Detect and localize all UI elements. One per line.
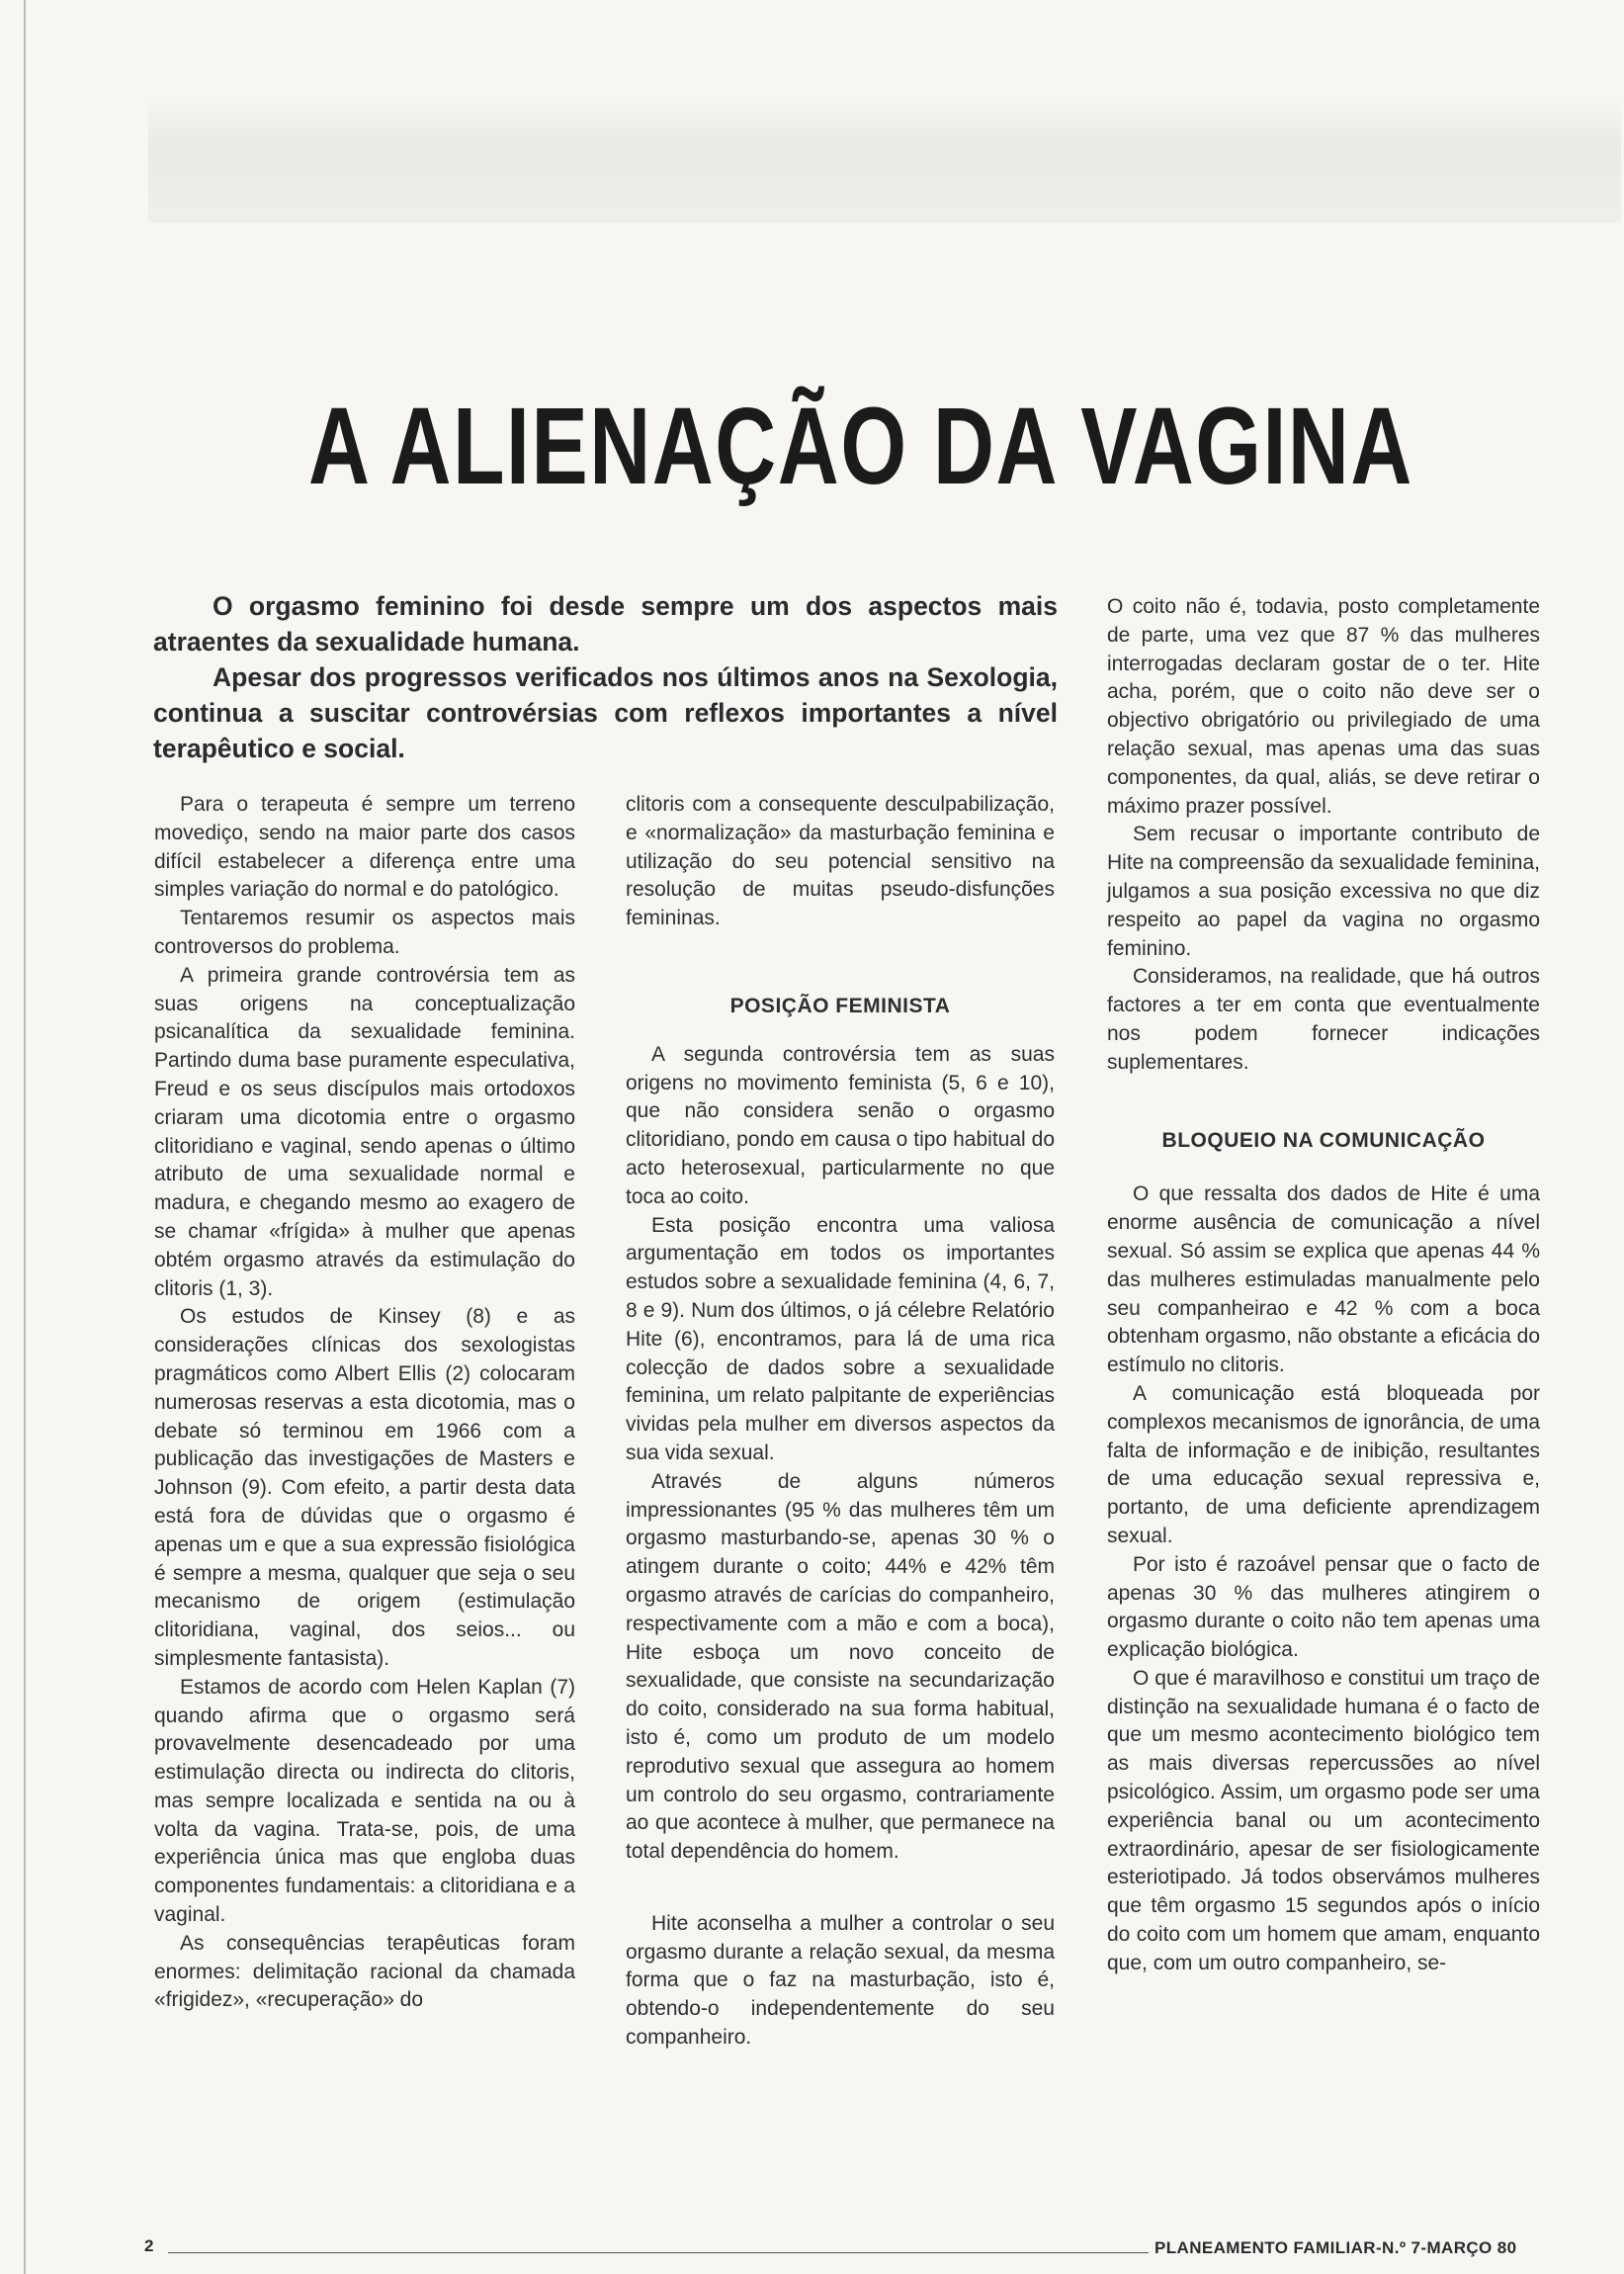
section-heading: BLOQUEIO NA COMUNICAÇÃO xyxy=(1161,1128,1486,1152)
body-paragraph: As consequências terapêuticas foram enormes: delimitação racional da chamada «frigidez», «recuperação» do xyxy=(154,1931,575,2012)
body-paragraph: Hite aconselha a mulher a controlar o seu orgasmo durante a relação sexual, da mesma forma que o faz na masturbação, isto é, obtendo-o independentemente do seu companheiro. xyxy=(626,1911,1055,2050)
page-edge xyxy=(24,0,26,2274)
body-paragraph: Consideramos, na realidade, que há outros factores a ter em conta que eventualmente nos podem fornecer indicações suplementares. xyxy=(1107,965,1540,1074)
page-number: 2 xyxy=(144,2236,154,2255)
article-title: A ALIENAÇÃO DA VAGINA xyxy=(308,385,1413,507)
footer-rule xyxy=(168,2252,1156,2253)
body-paragraph: O coito não é, todavia, posto completamente de parte, uma vez que 87 % das mulheres interrogadas declaram gostar de o ter. Hite acha, porém, que o coito não deve ser o objectivo obrigatório ou privilegiado de uma relação sexual, mas apenas uma das suas componentes, da qual, aliás, se deve retirar o máximo prazer possível. xyxy=(1107,595,1540,818)
body-paragraph: Estamos de acordo com Helen Kaplan (7) quando afirma que o orgasmo será provavelmente desencadeado por uma estimulação directa ou indirecta do clitoris, mas sempre localizada e sentida na ou à volta da vagina. Trata-se, pois, de uma experiência única mas que engloba duas componentes fundamentais: a clitoridiana e a vaginal. xyxy=(154,1675,575,1927)
bleed-through-shadow xyxy=(148,94,1621,222)
spacer xyxy=(626,1867,1055,1910)
body-paragraph: Tentaremos resumir os aspectos mais controversos do problema. xyxy=(154,907,575,958)
body-paragraph: A segunda controvérsia tem as suas origens no movimento feminista (5, 6 e 10), que não considera senão o orgasmo clitoridiano, pondo em causa o tipo habitual do acto heterosexual, particularmente no que toca ao coito. xyxy=(626,1042,1055,1208)
body-paragraph: O que ressalta dos dados de Hite é uma enorme ausência de comunicação a nível sexual. Só assim se explica que apenas 44 % das mulheres estimuladas manualmente pelo seu companheirao e 42 % com a boca obtenham orgasmo, não obstante a eficácia do estímulo no clitoris. xyxy=(1107,1182,1540,1377)
article-lead xyxy=(153,588,1058,766)
section-heading: POSIÇÃO FEMINISTA xyxy=(729,994,951,1017)
body-paragraph: Os estudos de Kinsey (8) e as considerações clínicas dos sexologistas pragmáticos como Albert Ellis (2) colocaram numerosas reservas a esta dicotomia, mas o debate só terminou em 1966 com a publicação das investigações de Masters e Johnson (9). Com efeito, a partir desta data está fora de dúvidas que o orgasmo é apenas um e que a sua expressão fisiológica é sempre a mesma, qualquer que seja o seu mecanismo de origem (estimulação clitoridiana, vaginal, dos seios... ou simplesmente fantasista). xyxy=(154,1305,575,1670)
body-paragraph: Para o terapeuta é sempre um terreno movediço, sendo na maior parte dos casos difícil estabelecer a diferença entre uma simples variação do normal e do patológico. xyxy=(154,793,575,902)
lead-paragraph: Apesar dos progressos verificados nos últimos anos na Sexologia, continua a suscitar controvérsias com reflexos importantes a nível terapêutico e social. xyxy=(153,662,1058,763)
body-paragraph: Por isto é razoável pensar que o facto de apenas 30 % das mulheres atingirem o orgasmo durante o coito não tem apenas uma explicação biológica. xyxy=(1107,1552,1540,1662)
lead-paragraph: O orgasmo feminino foi desde sempre um dos aspectos mais atraentes da sexualidade humana. xyxy=(153,591,1058,656)
body-paragraph: A comunicação está bloqueada por complexos mecanismos de ignorância, de uma falta de informação e de inibição, resultantes de uma educação sexual repressiva e, portanto, de uma deficiente aprendizagem sexual. xyxy=(1107,1381,1540,1547)
body-paragraph: Esta posição encontra uma valiosa argumentação em todos os importantes estudos sobre a sexualidade feminina (4, 6, 7, 8 e 9). Num dos últimos, o já célebre Relatório Hite (6), encontramos, para lá de uma rica colecção de dados sobre a sexualidade feminina, um relato palpitante de experiências vividas pela mulher em diversos aspectos da sua vida sexual. xyxy=(626,1213,1055,1464)
text-column-1 xyxy=(154,791,575,2015)
body-paragraph: Sem recusar o importante contributo de Hite na compreensão da sexualidade feminina, julgamos a sua posição excessiva no que diz respeito ao papel da vagina no orgasmo feminino. xyxy=(1107,823,1540,960)
text-column-2 xyxy=(626,791,1055,2053)
body-paragraph: clitoris com a consequente desculpabilização, e «normalização» da masturbação feminina e utilização do seu potencial sensitivo na resolução de muitas pseudo-disfunções femininas. xyxy=(626,793,1055,930)
body-paragraph: O que é maravilhoso e constitui um traço de distinção na sexualidade humana é o facto de que um mesmo acontecimento biológico tem as mais diversas repercussões ao nível psicológico. Assim, um orgasmo pode ser uma experiência banal ou um acontecimento extraordinário, apesar de ser fisiologicamente esteriotipado. Já todos observámos mulheres que têm orgasmo 15 segundos após o início do coito com um homem que amam, enquanto que, com um outro companheiro, se- xyxy=(1107,1666,1540,1974)
publication-footer: PLANEAMENTO FAMILIAR-N.º 7-MARÇO 80 xyxy=(1149,2238,1517,2258)
body-paragraph: Através de alguns números impressionantes (95 % das mulheres têm um orgasmo masturbando-se, apenas 30 % o atingem durante o coito; 44% e 42% têm orgasmo através de carícias do companheiro, respectivamente com a mão e com a boca), Hite esboça um novo conceito de sexualidade, que consiste na secundarização do coito, considerado na sua forma habitual, isto é, como um produto de um modelo reprodutivo sexual que assegura ao homem um controlo do seu orgasmo, contrariamente ao que acontece à mulher, que permanece na total dependência do homem. xyxy=(626,1469,1055,1864)
text-column-3 xyxy=(1107,593,1540,1978)
body-paragraph: A primeira grande controvérsia tem as suas origens na conceptualização psicanalítica da sexualidade feminina. Partindo duma base puramente especulativa, Freud e os seus discípulos mais ortodoxos criaram uma dicotomia entre o orgasmo clitoridiano e vaginal, sendo apenas o último atributo de uma sexualidade normal e madura, e chegando mesmo ao exagero de se chamar «frígida» à mulher que apenas obtém orgasmo através da estimulação do clitoris (1, 3). xyxy=(154,963,575,1300)
